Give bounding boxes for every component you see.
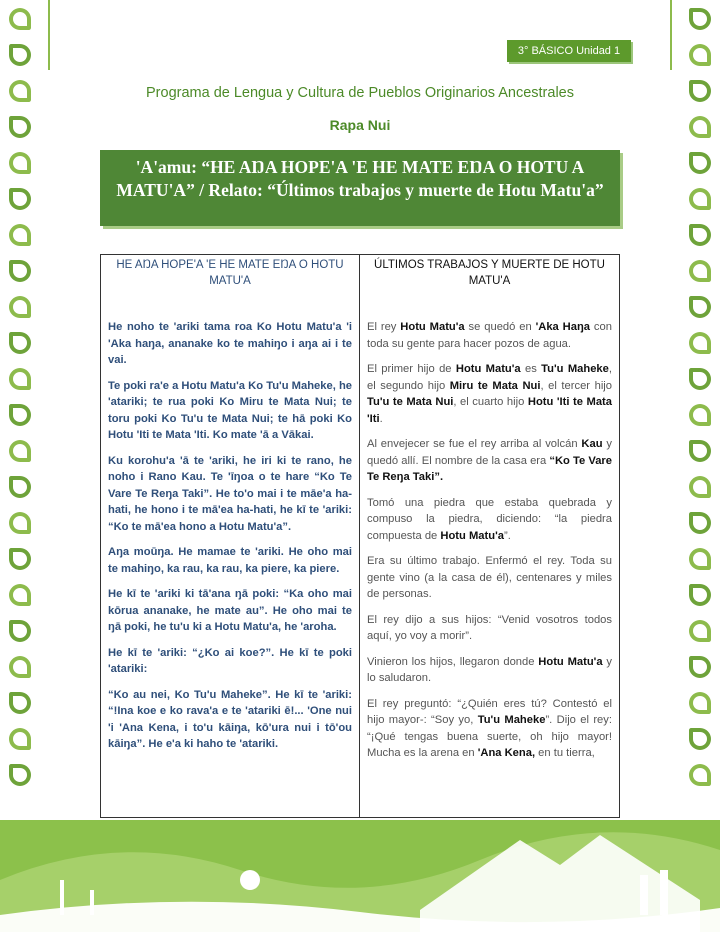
text-segment: ”. bbox=[503, 529, 511, 542]
spanish-paragraph bbox=[367, 553, 612, 603]
rapa-nui-paragraph: Te poki ra'e a Hotu Matu'a Ko Tu'u Maheke, he 'atariki; te rua poki Ko Miru te Mata Nui; te toru poki Ko Tu'u te Mata Nui; te hā poki Ko Hotu 'Iti te Mata 'Iti. Ko mate 'ā a Vākai. bbox=[108, 379, 352, 441]
rapa-nui-paragraph: “Ko au nei, Ko Tu'u Maheke”. He kī te 'ariki: “!Ina koe e ko rava'a e te 'atariki ē!... 'One nui 'i 'Ana Kena, i to'u kāiŋa, kō'ura nui i tō'ou kāiŋa”. He e'a ki haho te 'atariki. bbox=[108, 688, 352, 750]
bold-name: Hotu Matu'a bbox=[455, 363, 521, 375]
bold-name: Tu'u Maheke bbox=[541, 363, 609, 375]
rapa-nui-paragraph: Ku korohu'a 'ā te 'ariki, he iri ki te rano, he noho i Rano Kau. Te 'īŋoa o te hare “Ko Te Vare Te Reŋa Taki”. He to'o mai i te māe'a ha-hati, he hono i te mā'ea ha-hati, he kī te 'ariki: “Ko te mā'ea hono a Hotu Matu'a”. bbox=[108, 454, 352, 533]
text-segment: es bbox=[520, 363, 542, 375]
footer-landscape bbox=[0, 820, 720, 932]
text-segment: Al envejecer se fue el rey arriba al volcán bbox=[367, 438, 582, 450]
bold-name: Hotu Matu'a bbox=[440, 529, 504, 542]
left-top-line bbox=[48, 0, 50, 70]
program-title: Programa de Lengua y Cultura de Pueblos Originarios Ancestrales bbox=[146, 85, 574, 101]
bold-name: Miru te Mata Nui bbox=[449, 379, 541, 392]
bold-name: Hotu Matu'a bbox=[400, 321, 465, 333]
text-segment: ”. Dijo el rey: “¡Qué tengas buena suerte, oh hijo mayor! Mucha es la arena en bbox=[367, 714, 612, 759]
spanish-paragraph bbox=[367, 696, 612, 762]
rapa-nui-paragraph: He kī te 'ariki: “¿Ko ai koe?”. He kī te poki 'atariki: bbox=[108, 646, 352, 675]
text-segment: El rey dijo a sus hijos: “Venid vosotros todos aquí, yo voy a morir”. bbox=[367, 613, 612, 642]
bold-name: Tu'u Maheke bbox=[477, 714, 546, 726]
text-segment: El primer hijo de bbox=[367, 363, 456, 375]
text-segment: , el cuarto hijo bbox=[453, 396, 528, 408]
spanish-column bbox=[360, 255, 619, 817]
rapa-nui-paragraph: He noho te 'ariki tama roa Ko Hotu Matu'a 'i 'Aka haŋa, ananake ko te mahiŋo i aŋa ai i te vai. bbox=[108, 321, 352, 366]
spanish-column-header: ÚLTIMOS TRABAJOS Y MUERTE DE HOTU MATU'A bbox=[374, 259, 605, 287]
bold-name: 'Ana Kena, bbox=[477, 747, 536, 759]
spanish-paragraph bbox=[367, 612, 612, 645]
text-segment: Tomó una piedra que estaba quebrada y compuso la piedra, diciendo: “la piedra compuesta de bbox=[367, 496, 612, 542]
spanish-paragraph bbox=[367, 495, 612, 545]
rapa-nui-paragraphs bbox=[108, 319, 352, 753]
bold-name: 'Aka Haŋa bbox=[535, 321, 591, 333]
spanish-paragraph bbox=[367, 361, 612, 427]
bold-name: Hotu Matu'a bbox=[538, 655, 603, 668]
spanish-paragraphs bbox=[367, 319, 612, 762]
landscape-illustration bbox=[0, 820, 720, 932]
text-segment: se quedó en bbox=[464, 321, 536, 333]
text-segment: y quedó allí. El nombre de la casa era bbox=[367, 438, 612, 467]
text-segment: con toda su gente para hacer pozos de agua. bbox=[367, 321, 612, 350]
subject-title: Rapa Nui bbox=[329, 117, 391, 133]
bilingual-text-table bbox=[100, 254, 620, 818]
spanish-paragraph bbox=[367, 319, 612, 352]
text-segment: El rey bbox=[367, 321, 401, 333]
rapa-nui-column-header: HE AŊA HOPE'A 'E HE MATE EŊA O HOTU MATU'A bbox=[116, 259, 344, 287]
text-segment: , el segundo hijo bbox=[367, 363, 612, 392]
text-segment: Era su último trabajo. Enfermó el rey. Toda su gente vino (a la casa de él), centenares y miles de personas. bbox=[367, 555, 612, 600]
bold-name: Kau bbox=[581, 438, 603, 450]
story-title: 'A'amu: “HE AŊA HOPE'A 'E HE MATE EŊA O HOTU A MATU'A” / Relato: “Últimos trabajos y muerte de Hotu Matu'a” bbox=[116, 157, 604, 200]
story-title-box bbox=[100, 150, 620, 226]
bold-name: Tu'u te Mata Nui bbox=[367, 396, 454, 408]
rapa-nui-paragraph: Aŋa moūŋa. He mamae te 'ariki. He oho mai te mahiŋo, ka rau, ka rau, ka piere, ka piere. bbox=[108, 546, 352, 575]
rapa-nui-column bbox=[101, 255, 360, 817]
bold-name: Hotu 'Iti te Mata 'Iti bbox=[367, 396, 612, 425]
spanish-paragraph bbox=[367, 436, 612, 486]
text-segment: en tu tierra, bbox=[535, 747, 595, 759]
text-segment: Vinieron los hijos, llegaron donde bbox=[367, 655, 539, 668]
text-segment: , el tercer hijo bbox=[540, 379, 613, 392]
text-segment: y lo saludaron. bbox=[367, 655, 612, 684]
spanish-paragraph bbox=[367, 654, 612, 687]
text-segment: El rey preguntó: “¿Quién eres tú? Contestó el hijo mayor-: “Soy yo, bbox=[367, 697, 612, 726]
bold-name: “Ko Te Vare Te Reŋa Taki”. bbox=[367, 454, 613, 483]
grade-badge: 3° BÁSICO Unidad 1 bbox=[507, 40, 631, 62]
right-top-line bbox=[670, 0, 672, 70]
rapa-nui-paragraph: He kī te 'ariki ki tā'ana ŋā poki: “Ka oho mai kōrua ananake, he mate au”. He oho mai te ŋā poki, he tu'u ki a Hotu Matu'a, he 'aroha. bbox=[108, 588, 352, 633]
text-segment: . bbox=[379, 412, 383, 425]
